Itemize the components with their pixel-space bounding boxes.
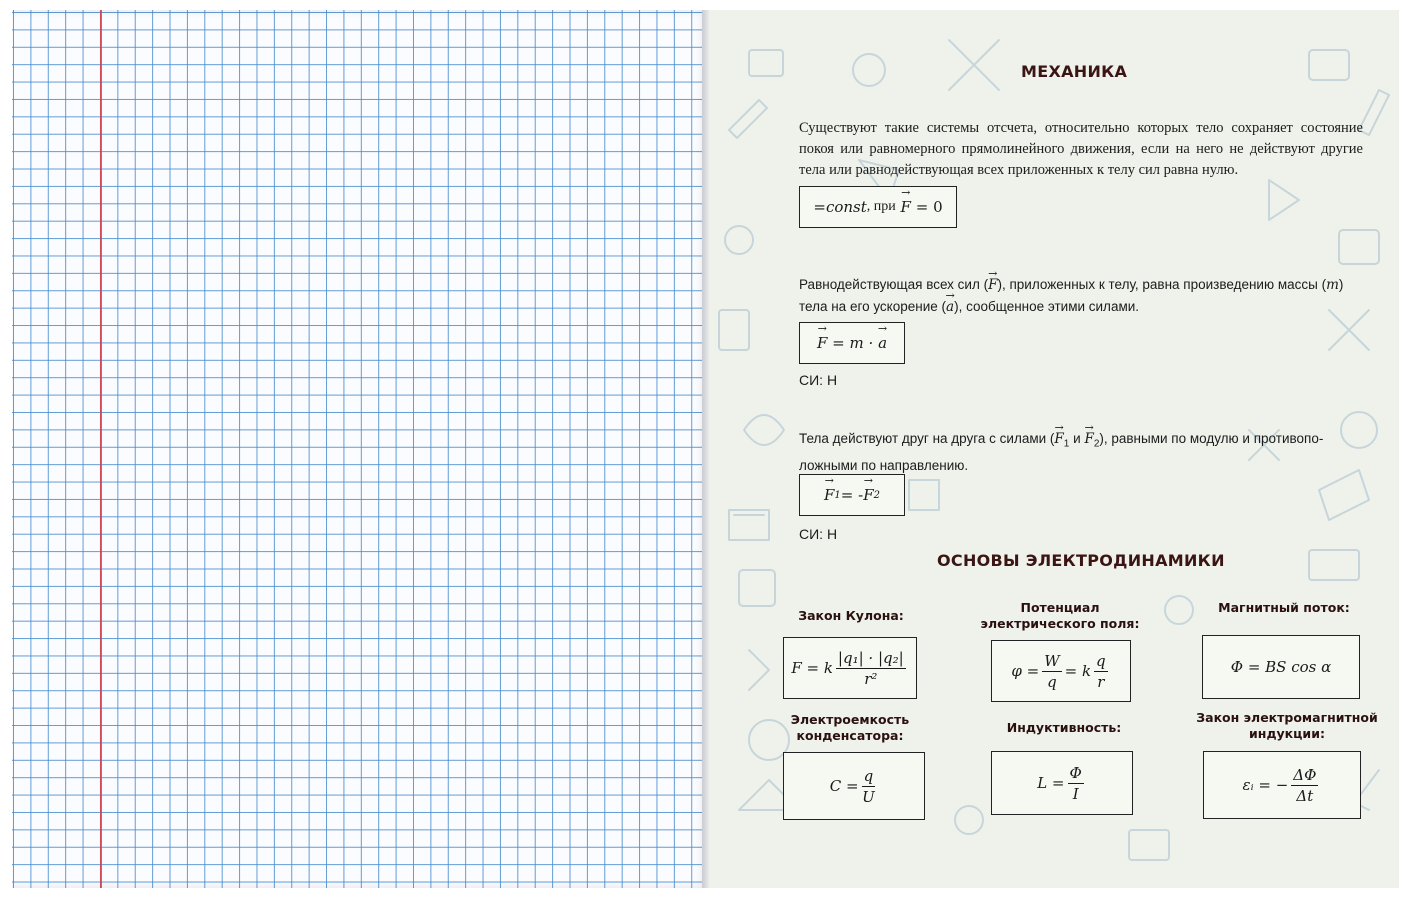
formula-part: L = bbox=[1037, 774, 1065, 792]
fraction bbox=[1291, 766, 1318, 805]
force-vector: → F bbox=[988, 275, 997, 296]
text-part: и bbox=[1073, 431, 1081, 446]
numerator: ΔΦ bbox=[1293, 765, 1317, 784]
label-line: конденсатора: bbox=[796, 728, 904, 743]
induction-formula-box bbox=[1203, 751, 1361, 819]
red-margin-line bbox=[100, 10, 102, 888]
force-vector: → F bbox=[824, 486, 834, 504]
fraction bbox=[862, 767, 876, 806]
label-line: Закон электромагнитной bbox=[1196, 710, 1378, 725]
newton3-text bbox=[799, 428, 1369, 476]
acceleration-vector: → a bbox=[946, 297, 954, 318]
si-unit-label: СИ: Н bbox=[799, 526, 838, 542]
formula-part: = - bbox=[840, 486, 864, 504]
label-line: Электроемкость bbox=[790, 712, 910, 727]
force-vector: → F bbox=[817, 334, 827, 352]
physics-reference-page bbox=[709, 10, 1399, 888]
graph-paper-page bbox=[12, 10, 709, 888]
force-vector: → F bbox=[1054, 429, 1063, 450]
mass-symbol: m bbox=[1326, 277, 1339, 293]
numerator: q bbox=[1096, 651, 1106, 670]
numerator: q bbox=[863, 766, 874, 785]
force-vector: → F bbox=[1084, 429, 1093, 450]
formula-part: = k bbox=[1064, 662, 1092, 680]
fraction bbox=[1094, 652, 1108, 691]
denominator: I bbox=[1072, 784, 1079, 803]
force-vector: → F bbox=[863, 486, 873, 504]
si-unit-label: СИ: Н bbox=[799, 372, 838, 388]
coulomb-formula-box bbox=[783, 637, 917, 699]
text-part: ложными по направлению. bbox=[799, 457, 969, 473]
formula-part: εᵢ = − bbox=[1242, 776, 1289, 794]
formula-part: C = bbox=[829, 777, 859, 795]
fraction bbox=[1042, 652, 1061, 691]
flux-formula-box bbox=[1202, 635, 1360, 699]
denominator: Δt bbox=[1296, 786, 1314, 805]
induction-label bbox=[1189, 710, 1385, 742]
label-line: Потенциал bbox=[1020, 600, 1100, 615]
formula-part: , при bbox=[866, 199, 896, 214]
inductance-label: Индуктивность: bbox=[1006, 720, 1122, 735]
potential-label bbox=[975, 600, 1145, 632]
fraction bbox=[836, 649, 906, 688]
flux-label: Магнитный поток: bbox=[1218, 600, 1350, 615]
denominator: U bbox=[862, 787, 875, 806]
numerator: Φ bbox=[1069, 763, 1082, 782]
subscript: 2 bbox=[873, 489, 880, 501]
formula: Φ = BS cos α bbox=[1230, 658, 1332, 676]
newton3-formula-box bbox=[799, 474, 905, 516]
text-part: Равнодействующая всех сил ( bbox=[799, 277, 989, 292]
inductance-formula-box bbox=[991, 751, 1133, 815]
text-part: ), сообщенное этими силами. bbox=[954, 299, 1140, 314]
denominator: r² bbox=[864, 669, 878, 688]
numerator: W bbox=[1044, 651, 1060, 670]
label-line: электрического поля: bbox=[980, 616, 1140, 631]
force-vector: → F bbox=[901, 198, 911, 216]
numerator: |q₁| · |q₂| bbox=[837, 648, 904, 667]
formula-part: = 0 bbox=[915, 198, 943, 216]
potential-formula-box bbox=[991, 640, 1131, 702]
capacitance-formula-box bbox=[783, 752, 925, 820]
newton1-formula-box bbox=[799, 186, 957, 228]
newton2-formula-box bbox=[799, 322, 905, 364]
text-part: ), равными по модулю и противопо- bbox=[1099, 431, 1324, 446]
formula-part: =const bbox=[813, 198, 867, 216]
newton2-text bbox=[799, 274, 1369, 318]
newton1-text: Существуют такие системы отсчета, относительно которых тело сохраняет состояние покоя или равномерного прямолинейного движения, если на него не действуют другие тела или равнодействующая всех приложенных к телу сил равна нулю. bbox=[799, 120, 1363, 178]
label-line: индукции: bbox=[1249, 726, 1325, 741]
subscript: 1 bbox=[834, 489, 841, 501]
mechanics-title: МЕХАНИКА bbox=[1021, 62, 1128, 81]
denominator: q bbox=[1047, 672, 1057, 691]
subscript: 2 bbox=[1093, 438, 1100, 450]
text-part: ), приложенных к телу, равна произведению массы ( bbox=[997, 277, 1327, 292]
acceleration-vector: → a bbox=[878, 334, 887, 352]
text-part: Тела действуют друг на друга с силами ( bbox=[799, 431, 1055, 446]
formula-part: F = k bbox=[791, 659, 833, 677]
formula-part: φ = bbox=[1011, 662, 1040, 680]
electro-title: ОСНОВЫ ЭЛЕКТРОДИНАМИКИ bbox=[937, 551, 1225, 570]
text-part: ) bbox=[1338, 277, 1344, 292]
subscript: 1 bbox=[1063, 438, 1070, 450]
denominator: r bbox=[1097, 672, 1105, 691]
capacitance-label bbox=[775, 712, 925, 744]
formula-part: = m · bbox=[832, 334, 874, 352]
fraction bbox=[1068, 764, 1084, 803]
coulomb-label: Закон Кулона: bbox=[798, 608, 904, 623]
text-part: тела на его ускорение ( bbox=[799, 299, 947, 314]
